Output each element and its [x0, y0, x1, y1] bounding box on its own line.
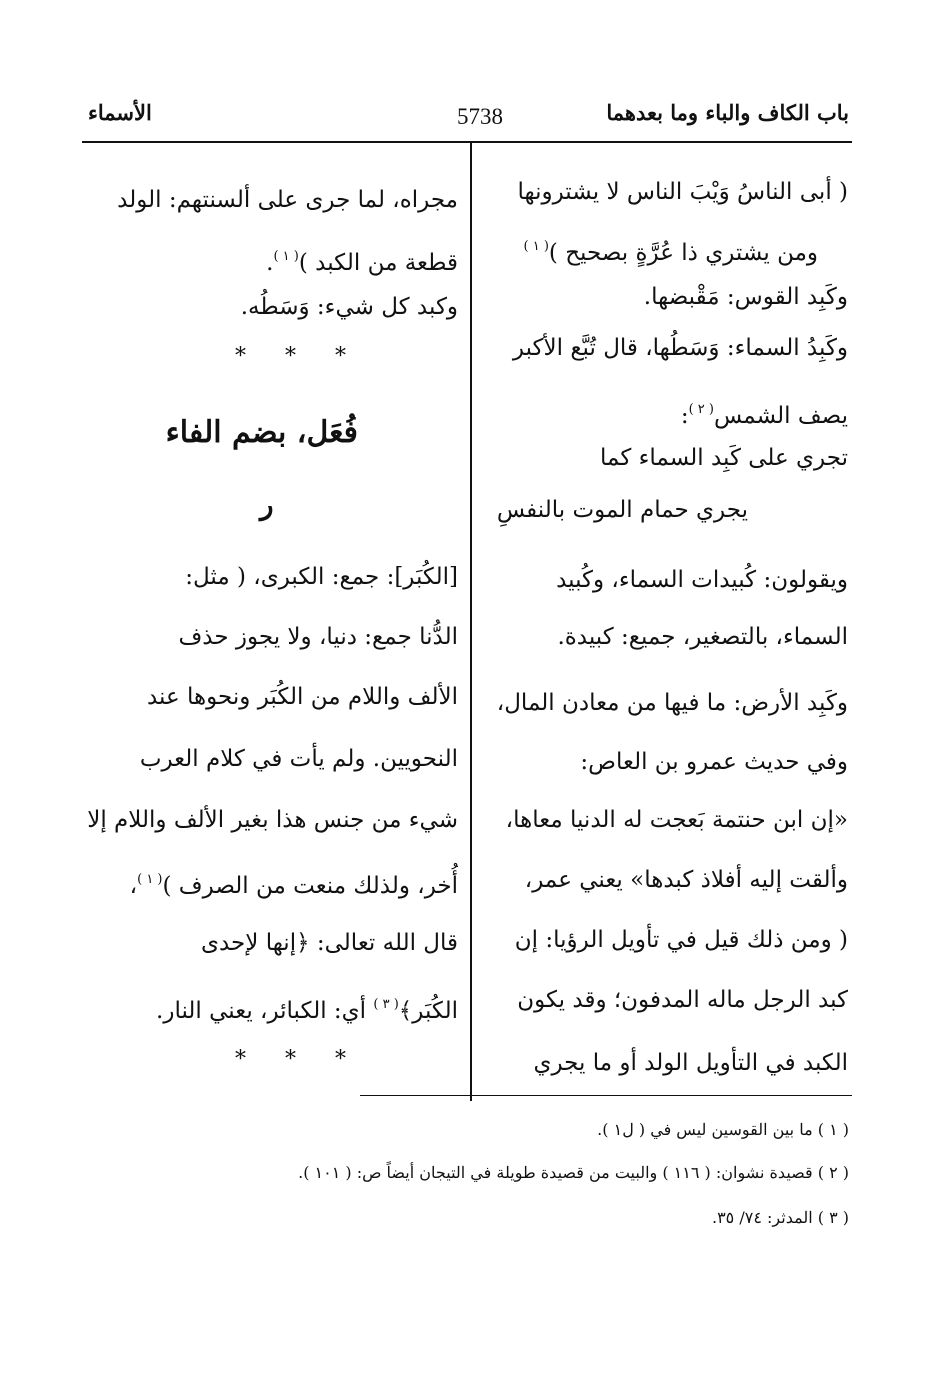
text-line: [241, 282, 458, 332]
text-span: أي: الكبائر، يعني النار.: [156, 998, 367, 1024]
text-span: الكُبَر﴾: [398, 998, 458, 1024]
text-span: قطعة من الكبد ): [298, 250, 458, 276]
text-span: تجري على كَبِد السماء كما: [600, 445, 848, 471]
section-separator: * * *: [235, 344, 362, 369]
text-line: [525, 855, 848, 905]
text-span: ( ومن ذلك قيل في تأويل الرؤيا: إن: [514, 927, 848, 953]
footnote: ( ٢ ) قصيدة نشوان: ( ١١٦ ) والبيت من قصيدة طويلة في التيجان أيضاً ص: ( ١٠١ ).: [298, 1163, 849, 1182]
verse-line: [600, 433, 848, 483]
text-line: [87, 795, 458, 845]
letter-heading: ر: [260, 488, 274, 521]
text-line: [185, 552, 458, 602]
text-span: قال الله تعالى: ﴿إنها لإحدى: [200, 930, 458, 956]
text-line: [533, 1038, 848, 1088]
column-divider: [470, 143, 472, 1101]
text-line: [644, 272, 848, 322]
text-span: أُخر، ولذلك منعت من الصرف ): [162, 873, 458, 899]
text-span: ،: [129, 873, 138, 899]
text-line: [517, 167, 848, 217]
text-span: يصف الشمس: [713, 403, 848, 429]
text-span: .: [266, 250, 274, 276]
text-line: [201, 918, 458, 968]
text-line: [517, 975, 848, 1025]
text-span: السماء، بالتصغير، جميع: كبيدة.: [557, 624, 848, 650]
text-line: [556, 555, 848, 605]
text-line: [513, 323, 848, 373]
footnote-ref: ( ١ ): [523, 239, 549, 254]
chapter-title: باب الكاف والباء وما بعدهما: [606, 100, 849, 125]
header-rule: [82, 141, 852, 143]
text-line: [147, 672, 458, 722]
text-span: كبد الرجل ماله المدفون؛ وقد يكون: [517, 987, 848, 1013]
text-span: وكبد كل شيء: وَسَطُه.: [240, 294, 458, 320]
text-line: [506, 795, 848, 845]
text-span: الدُّنا جمع: دنيا، ولا يجوز حذف: [178, 624, 458, 650]
verse-line: [497, 485, 748, 535]
footnote: ( ١ ) ما بين القوسين ليس في ( ل١ ).: [597, 1120, 849, 1139]
text-line: [523, 222, 818, 272]
text-span: الألف واللام من الكُبَر ونحوها عند: [146, 684, 458, 710]
section-separator: * * *: [235, 1047, 362, 1072]
footnote-ref: ( ٣ ): [373, 997, 399, 1012]
text-span: «إن ابن حنتمة بَعجت له الدنيا معاها،: [505, 807, 848, 833]
text-span: وكَبِد الأرض: ما فيها من معادن المال،: [496, 690, 848, 716]
footnote-ref: ( ١ ): [273, 249, 299, 264]
text-span: [الكُبَر]: جمع: الكبرى، ( مثل:: [185, 564, 458, 590]
text-span: :: [680, 403, 689, 429]
text-span: وكَبِد القوس: مَقْبضها.: [643, 284, 848, 310]
footnote-ref: ( ٢ ): [688, 402, 714, 417]
text-line: [178, 612, 458, 662]
text-span: ومن يشتري ذا عُرَّةٍ بصحيح ): [548, 240, 818, 266]
text-line: [130, 855, 458, 905]
text-span: النحويين. ولم يأت في كلام العرب: [139, 746, 458, 772]
footnote: ( ٣ ) المدثر: ٧٤/ ٣٥.: [711, 1208, 849, 1227]
text-span: يجري حمام الموت بالنفسِ: [496, 497, 748, 523]
text-span: وألقت إليه أفلاذ كبدها» يعني عمر،: [524, 867, 848, 893]
text-line: [497, 678, 848, 728]
text-span: شيء من جنس هذا بغير الألف واللام إلا: [87, 807, 458, 833]
text-line: [140, 734, 458, 784]
text-line: [580, 737, 848, 787]
text-line: [515, 915, 848, 965]
text-line: [557, 612, 848, 662]
text-span: ويقولون: كُبيدات السماء، وكُبيد: [556, 567, 848, 593]
text-line: [156, 980, 458, 1030]
text-line: [117, 175, 458, 225]
page-number: 5738: [457, 104, 503, 129]
text-span: الكبد في التأويل الولد أو ما يجري: [533, 1050, 848, 1076]
text-span: وفي حديث عمرو بن العاص:: [580, 749, 848, 775]
text-span: وكَبِدُ السماء: وَسَطُها، قال تُبَّع الأكبر: [512, 335, 848, 361]
footnote-rule: [360, 1095, 852, 1096]
text-span: مجراه، لما جرى على ألسنتهم: الولد: [117, 187, 458, 213]
section-heading: فُعَل، بضم الفاء: [165, 415, 358, 450]
section-title: الأسماء: [88, 100, 152, 125]
text-line: [681, 385, 848, 435]
text-line: [266, 232, 458, 282]
footnote-ref: ( ١ ): [137, 872, 163, 887]
text-span: ( أبى الناسُ وَيْبَ الناس لا يشترونها: [517, 179, 848, 205]
